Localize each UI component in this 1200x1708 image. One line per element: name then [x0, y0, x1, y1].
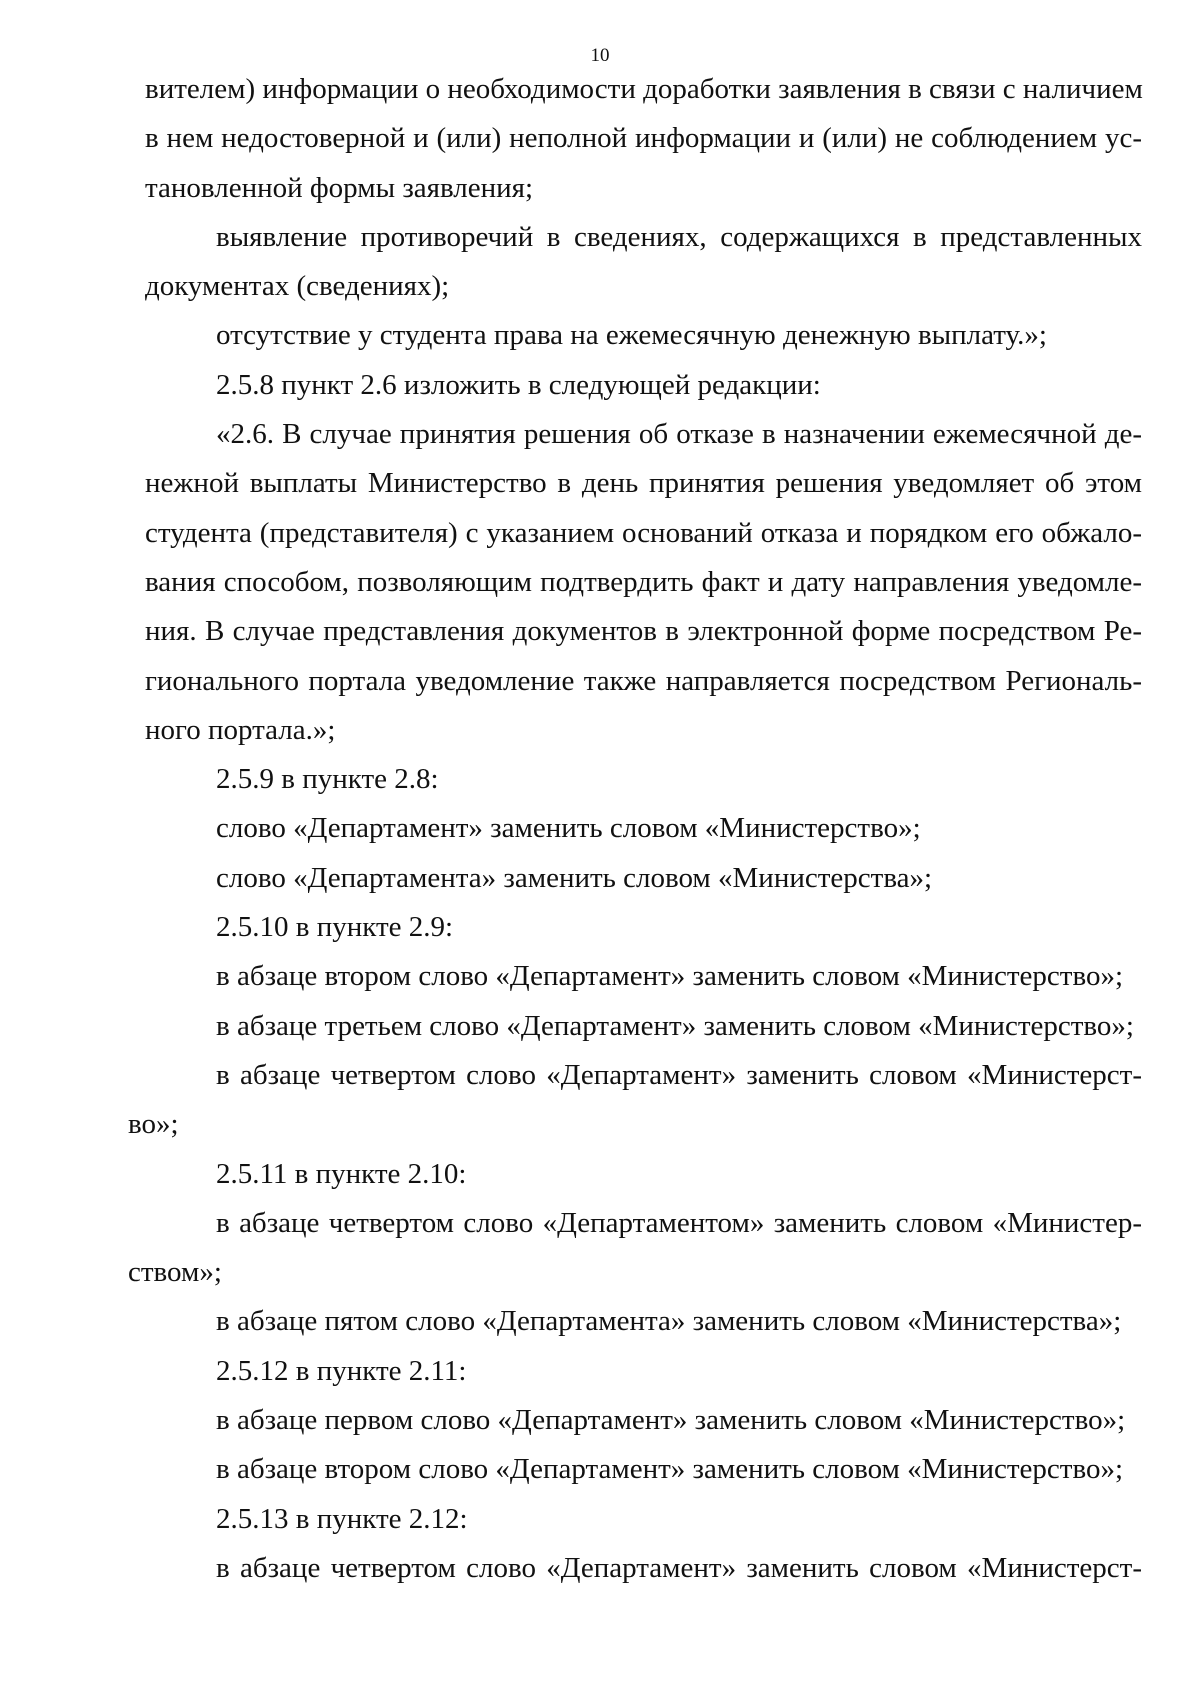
text-line: 2.5.12 в пункте 2.11: [216, 1354, 467, 1387]
text-line: гионального портала уведомление также направляется посредством Региональ- [145, 664, 1142, 697]
text-line: вания способом, позволяющим подтвердить факт и дату направления уведомле- [145, 565, 1142, 598]
text-line: ством»; [128, 1256, 222, 1289]
text-line: в нем недостоверной и (или) неполной информации и (или) не соблюдением ус- [145, 122, 1142, 155]
text-line: 2.5.9 в пункте 2.8: [216, 763, 439, 796]
text-line: нежной выплаты Министерство в день принятия решения уведомляет об этом [145, 467, 1142, 500]
text-line: 2.5.10 в пункте 2.9: [216, 911, 454, 944]
text-line: 2.5.13 в пункте 2.12: [216, 1502, 468, 1535]
text-line: в абзаце втором слово «Департамент» заменить словом «Министерство»; [216, 960, 1124, 993]
page-number: 10 [590, 45, 610, 66]
text-line: документах (сведениях); [145, 270, 450, 303]
text-line: во»; [128, 1108, 179, 1141]
text-line: в абзаце первом слово «Департамент» заменить словом «Министерство»; [216, 1404, 1126, 1437]
text-line: в абзаце четвертом слово «Департамент» заменить словом «Министерст- [216, 1551, 1142, 1584]
text-line: выявление противоречий в сведениях, содержащихся в представленных [216, 220, 1142, 253]
document-body [128, 65, 1143, 1593]
text-line: студента (представителя) с указанием оснований отказа и порядком его обжало- [145, 516, 1142, 549]
text-line: ния. В случае представления документов в электронной форме посредством Ре- [145, 615, 1142, 648]
text-line: слово «Департамента» заменить словом «Министерства»; [216, 861, 933, 894]
text-line: в абзаце втором слово «Департамент» заменить словом «Министерство»; [216, 1453, 1124, 1486]
text-line: ного портала.»; [145, 713, 336, 746]
text-line: в абзаце четвертом слово «Департаментом» заменить словом «Министер- [216, 1206, 1142, 1239]
text-line: в абзаце третьем слово «Департамент» заменить словом «Министерство»; [216, 1009, 1134, 1042]
text-line: отсутствие у студента права на ежемесячную денежную выплату.»; [216, 319, 1047, 352]
text-line: тановленной формы заявления; [145, 171, 534, 204]
text-line: 2.5.11 в пункте 2.10: [216, 1157, 467, 1190]
text-line: в абзаце пятом слово «Департамента» заменить словом «Министерства»; [216, 1305, 1122, 1338]
text-line: слово «Департамент» заменить словом «Министерство»; [216, 812, 921, 845]
text-line: в абзаце четвертом слово «Департамент» заменить словом «Министерст- [216, 1058, 1142, 1091]
text-line: «2.6. В случае принятия решения об отказе в назначении ежемесячной де- [216, 418, 1142, 451]
text-line: 2.5.8 пункт 2.6 изложить в следующей редакции: [216, 368, 821, 401]
text-line: вителем) информации о необходимости доработки заявления в связи с наличием [145, 73, 1143, 105]
